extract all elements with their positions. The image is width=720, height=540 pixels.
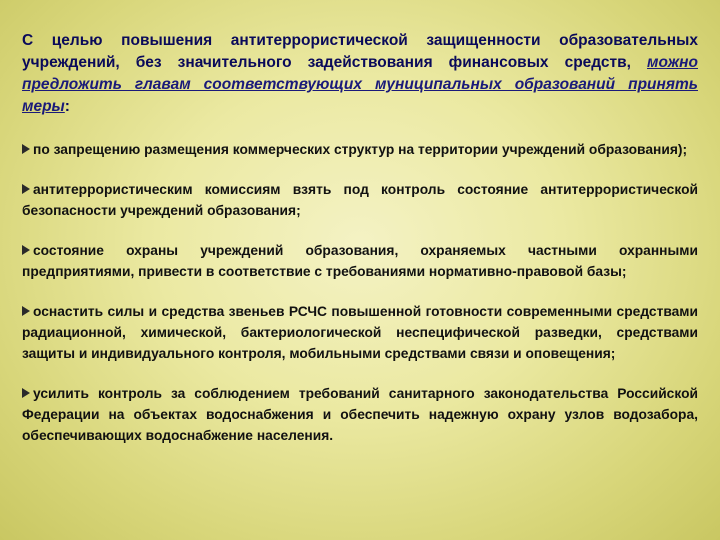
bullet-text: по запрещению размещения коммерческих структур на территории учреждений образования); xyxy=(33,142,688,157)
arrow-bullet-icon xyxy=(22,245,30,255)
intro-tail-text: : xyxy=(64,98,70,115)
arrow-bullet-icon xyxy=(22,306,30,316)
arrow-bullet-icon xyxy=(22,184,30,194)
bullet-text: состояние охраны учреждений образования, охраняемых частными охранными предприятиями, привести в соответствие с требованиями нормативно-правовой базы; xyxy=(22,243,698,279)
bullet-item-commercial xyxy=(22,139,698,160)
intro-paragraph xyxy=(22,30,698,118)
bullet-text: оснастить силы и средства звеньев РСЧС повышенной готовности современными средствами радиационной, химической, бактериологической неспецифической разведки, средствами защиты и индивидуального контроля, мобильными средствами связи и оповещения; xyxy=(22,304,698,361)
bullet-item-commissions xyxy=(22,179,698,221)
intro-lead-text: С целью повышения антитеррористической защищенности образовательных учреждений, без значительного задействования финансовых средств, xyxy=(22,32,698,71)
bullet-item-equipment xyxy=(22,301,698,364)
arrow-bullet-icon xyxy=(22,388,30,398)
slide-content xyxy=(22,30,698,465)
intro-highlight-text: можно предложить главам соответствующих муниципальных образований принять меры xyxy=(22,54,698,115)
bullet-item-security-guards xyxy=(22,240,698,282)
bullet-text: усилить контроль за соблюдением требований санитарного законодательства Российской Федерации на объектах водоснабжения и обеспечить надежную охрану узлов водозабора, обеспечивающих водоснабжение населения. xyxy=(22,386,698,443)
bullet-item-water-supply xyxy=(22,383,698,446)
bullet-text: антитеррористическим комиссиям взять под контроль состояние антитеррористической безопасности учреждений образования; xyxy=(22,182,698,218)
arrow-bullet-icon xyxy=(22,144,30,154)
